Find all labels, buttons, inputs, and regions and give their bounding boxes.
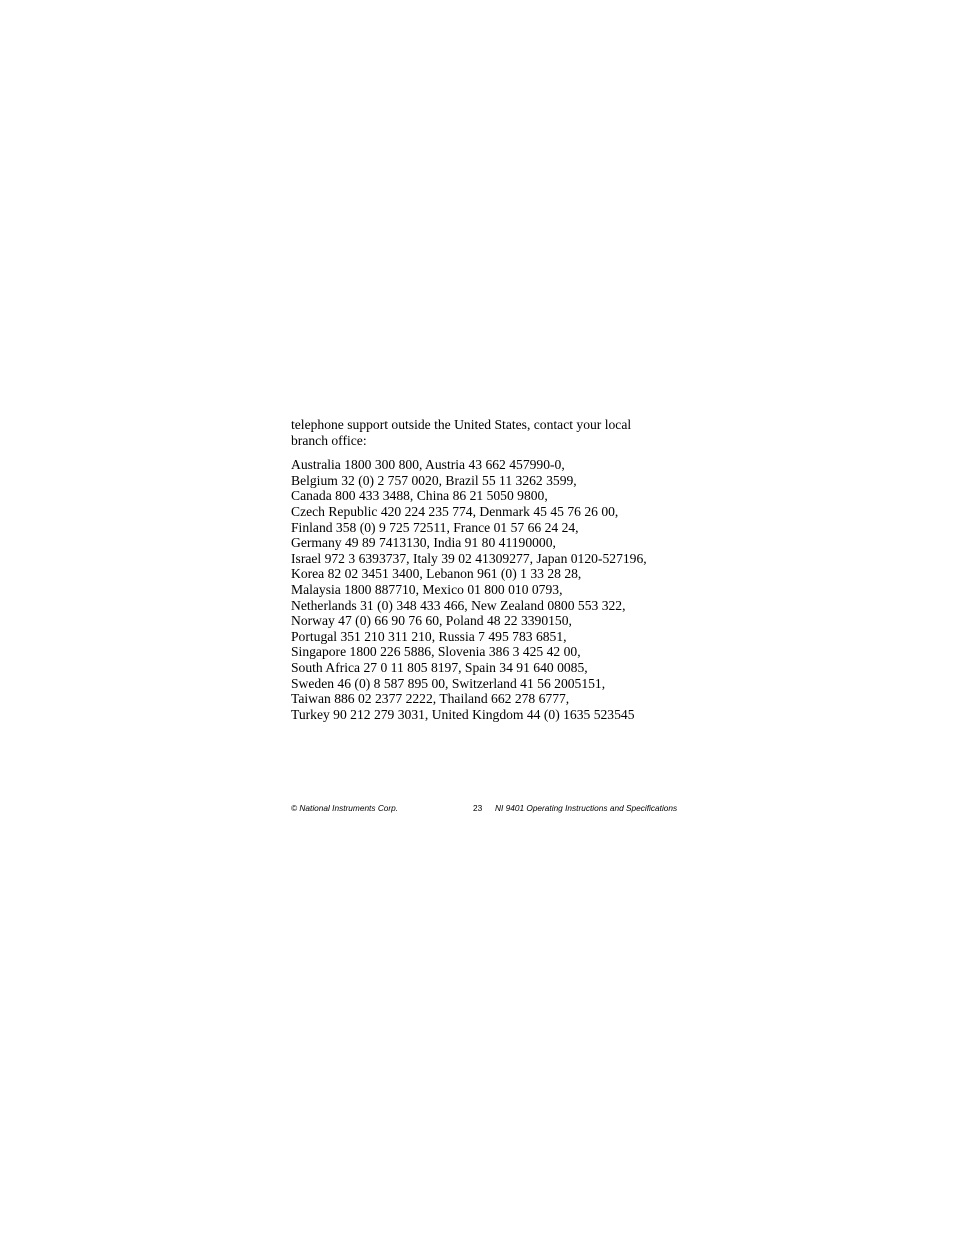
office-line: Turkey 90 212 279 3031, United Kingdom 44 (0) 1635 523545 (291, 706, 635, 722)
office-line: Sweden 46 (0) 8 587 895 00, Switzerland 41 56 2005151, (291, 675, 606, 691)
office-line: Singapore 1800 226 5886, Slovenia 386 3 425 42 00, (291, 644, 581, 660)
office-line: Portugal 351 210 311 210, Russia 7 495 783 6851, (291, 628, 567, 644)
office-line: Malaysia 1800 887710, Mexico 01 800 010 0793, (291, 581, 563, 597)
office-line: Finland 358 (0) 9 725 72511, France 01 57 66 24 24, (291, 519, 579, 535)
intro-paragraph: telephone support outside the United States, contact your local branch office: (291, 417, 632, 448)
page-content (291, 417, 671, 722)
office-line: South Africa 27 0 11 805 8197, Spain 34 91 640 0085, (291, 659, 588, 675)
footer-page-number: 23 (473, 803, 483, 813)
office-line: Czech Republic 420 224 235 774, Denmark 45 45 76 26 00, (291, 503, 619, 519)
office-line: Taiwan 886 02 2377 2222, Thailand 662 278 6777, (291, 691, 570, 707)
office-line: Israel 972 3 6393737, Italy 39 02 41309277, Japan 0120-527196, (291, 550, 647, 566)
office-line: Netherlands 31 (0) 348 433 466, New Zealand 0800 553 322, (291, 597, 626, 613)
footer-document-title: NI 9401 Operating Instructions and Specifications (495, 803, 678, 813)
office-line: Australia 1800 300 800, Austria 43 662 457990-0, (291, 457, 565, 473)
office-line: Germany 49 89 7413130, India 91 80 41190000, (291, 535, 556, 551)
office-line: Canada 800 433 3488, China 86 21 5050 9800, (291, 488, 548, 504)
office-line: Norway 47 (0) 66 90 76 60, Poland 48 22 3390150, (291, 613, 572, 629)
footer-copyright: © National Instruments Corp. (291, 803, 399, 813)
branch-office-list (291, 457, 671, 722)
office-line: Korea 82 02 3451 3400, Lebanon 961 (0) 1 33 28 28, (291, 566, 582, 582)
page-footer (291, 803, 678, 815)
office-line: Belgium 32 (0) 2 757 0020, Brazil 55 11 3262 3599, (291, 472, 577, 488)
